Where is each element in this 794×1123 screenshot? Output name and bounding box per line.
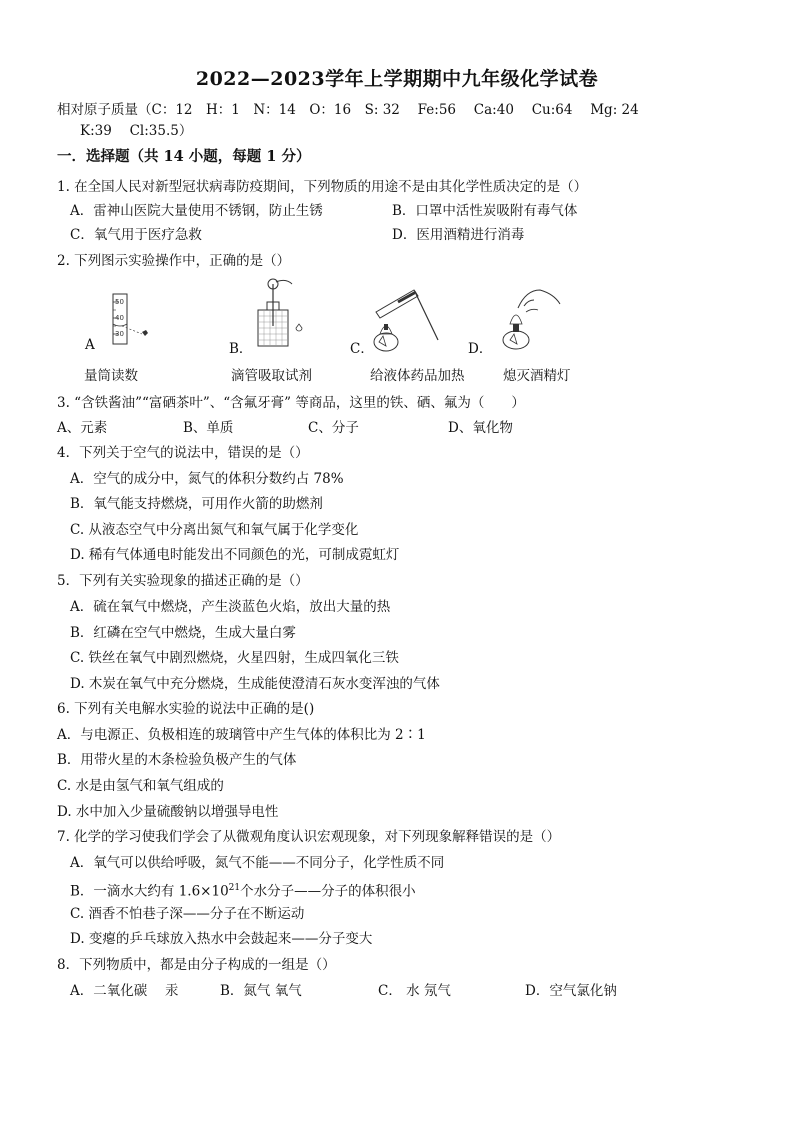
question-5-option-b: B．红磷在空气中燃烧，生成大量白雾 bbox=[70, 625, 296, 641]
question-5-option-c: C. 铁丝在氧气中剧烈燃烧，火星四射，生成四氧化三铁 bbox=[70, 650, 399, 666]
question-5-stem: 5．下列有关实验现象的描述正确的是（） bbox=[57, 573, 309, 589]
atomic-mass-line-2: K:39 Cl:35.5） bbox=[80, 123, 193, 139]
question-2-stem: 2. 下列图示实验操作中，正确的是（） bbox=[57, 253, 291, 269]
question-1-option-d: D．医用酒精进行消毒 bbox=[392, 227, 525, 243]
question-4-option-b: B．氧气能支持燃烧，可用作火箭的助燃剂 bbox=[70, 496, 323, 512]
question-1-option-b: B．口罩中活性炭吸附有毒气体 bbox=[392, 203, 578, 219]
figure-c-caption: 给液体药品加热 bbox=[370, 368, 465, 384]
question-8-option-d: D．空气氯化钠 bbox=[525, 983, 617, 999]
question-8-option-a: A．二氧化碳 汞 bbox=[70, 983, 179, 999]
cylinder-tick-40: 40 bbox=[115, 314, 124, 322]
figure-c-label: C． bbox=[350, 341, 374, 357]
question-8-option-c: C． 水 氖气 bbox=[378, 983, 451, 999]
figure-a-label: A bbox=[85, 337, 95, 353]
figure-a-caption: 量筒读数 bbox=[84, 368, 138, 384]
question-3-option-d: D、氧化物 bbox=[448, 420, 513, 436]
exam-title: 2022—2023学年上学期期中九年级化学试卷 bbox=[195, 68, 599, 90]
question-6-option-a: A．与电源正、负极相连的玻璃管中产生气体的体积比为 2∶1 bbox=[57, 727, 426, 743]
question-3-option-c: C、分子 bbox=[308, 420, 359, 436]
cylinder-tick-30: 30 bbox=[115, 330, 124, 338]
question-1-option-a: A．雷神山医院大量使用不锈钢，防止生锈 bbox=[70, 203, 323, 219]
alcohol-lamp-figure bbox=[494, 276, 564, 352]
question-4-stem: 4．下列关于空气的说法中，错误的是（） bbox=[57, 445, 309, 461]
question-7-option-b-post: 个水分子——分子的体积很小 bbox=[240, 883, 416, 900]
question-7-stem: 7. 化学的学习使我们学会了从微观角度认识宏观现象，对下列现象解释错误的是（） bbox=[57, 829, 561, 845]
question-7-option-a: A．氧气可以供给呼吸，氮气不能——不同分子，化学性质不同 bbox=[70, 855, 445, 871]
question-8-stem: 8．下列物质中，都是由分子构成的一组是（） bbox=[57, 957, 336, 973]
question-6-stem: 6. 下列有关电解水实验的说法中正确的是() bbox=[57, 701, 315, 717]
question-3-stem: 3. “含铁酱油”“富硒茶叶”、“含氟牙膏” 等商品，这里的铁、硒、氟为（ ） bbox=[57, 395, 525, 411]
question-4-option-a: A．空气的成分中，氮气的体积分数约占 78% bbox=[70, 471, 344, 487]
question-3-option-b: B、单质 bbox=[183, 420, 234, 436]
graduated-cylinder-figure bbox=[100, 290, 160, 348]
question-7-option-b-exponent: 21 bbox=[228, 883, 241, 893]
question-8-option-b: B．氮气 氧气 bbox=[220, 983, 302, 999]
test-tube-heating-figure bbox=[368, 276, 458, 356]
atomic-mass-line-1: 相对原子质量（C：12 H：1 N：14 O：16 S: 32 Fe:56 Ca:40 Cu:64 Mg: 24 bbox=[57, 102, 639, 118]
question-7-option-b bbox=[70, 879, 416, 901]
question-6-option-b: B．用带火星的木条检验负极产生的气体 bbox=[57, 752, 297, 768]
question-5-option-a: A．硫在氧气中燃烧，产生淡蓝色火焰，放出大量的热 bbox=[70, 599, 391, 615]
question-4-option-d: D. 稀有气体通电时能发出不同颜色的光，可制成霓虹灯 bbox=[70, 547, 400, 563]
question-4-option-c: C. 从液态空气中分离出氮气和氧气属于化学变化 bbox=[70, 522, 359, 538]
section-heading: 一．选择题（共 14 小题，每题 1 分） bbox=[57, 148, 311, 165]
question-5-option-d: D. 木炭在氧气中充分燃烧，生成能使澄清石灰水变浑浊的气体 bbox=[70, 676, 440, 692]
question-7-option-d: D. 变瘪的乒乓球放入热水中会鼓起来——分子变大 bbox=[70, 931, 373, 947]
question-7-option-c: C. 酒香不怕巷子深——分子在不断运动 bbox=[70, 906, 305, 922]
question-6-option-c: C. 水是由氢气和氧气组成的 bbox=[57, 778, 224, 794]
cylinder-tick-50: 50 bbox=[115, 298, 124, 306]
figure-d-label: D． bbox=[468, 341, 493, 357]
question-6-option-d: D. 水中加入少量硫酸钠以增强导电性 bbox=[57, 804, 279, 820]
question-7-option-b-pre: B．一滴水大约有 1.6×10 bbox=[70, 883, 229, 900]
dropper-bottle-figure bbox=[250, 276, 312, 350]
question-1-stem: 1. 在全国人民对新型冠状病毒防疫期间，下列物质的用途不是由其化学性质决定的是（） bbox=[57, 179, 588, 195]
figure-b-caption: 滴管吸取试剂 bbox=[231, 368, 312, 384]
figure-b-label: B． bbox=[229, 341, 253, 357]
question-3-option-a: A、元素 bbox=[57, 420, 108, 436]
question-1-option-c: C．氧气用于医疗急救 bbox=[70, 227, 202, 243]
figure-d-caption: 熄灭酒精灯 bbox=[503, 368, 571, 384]
